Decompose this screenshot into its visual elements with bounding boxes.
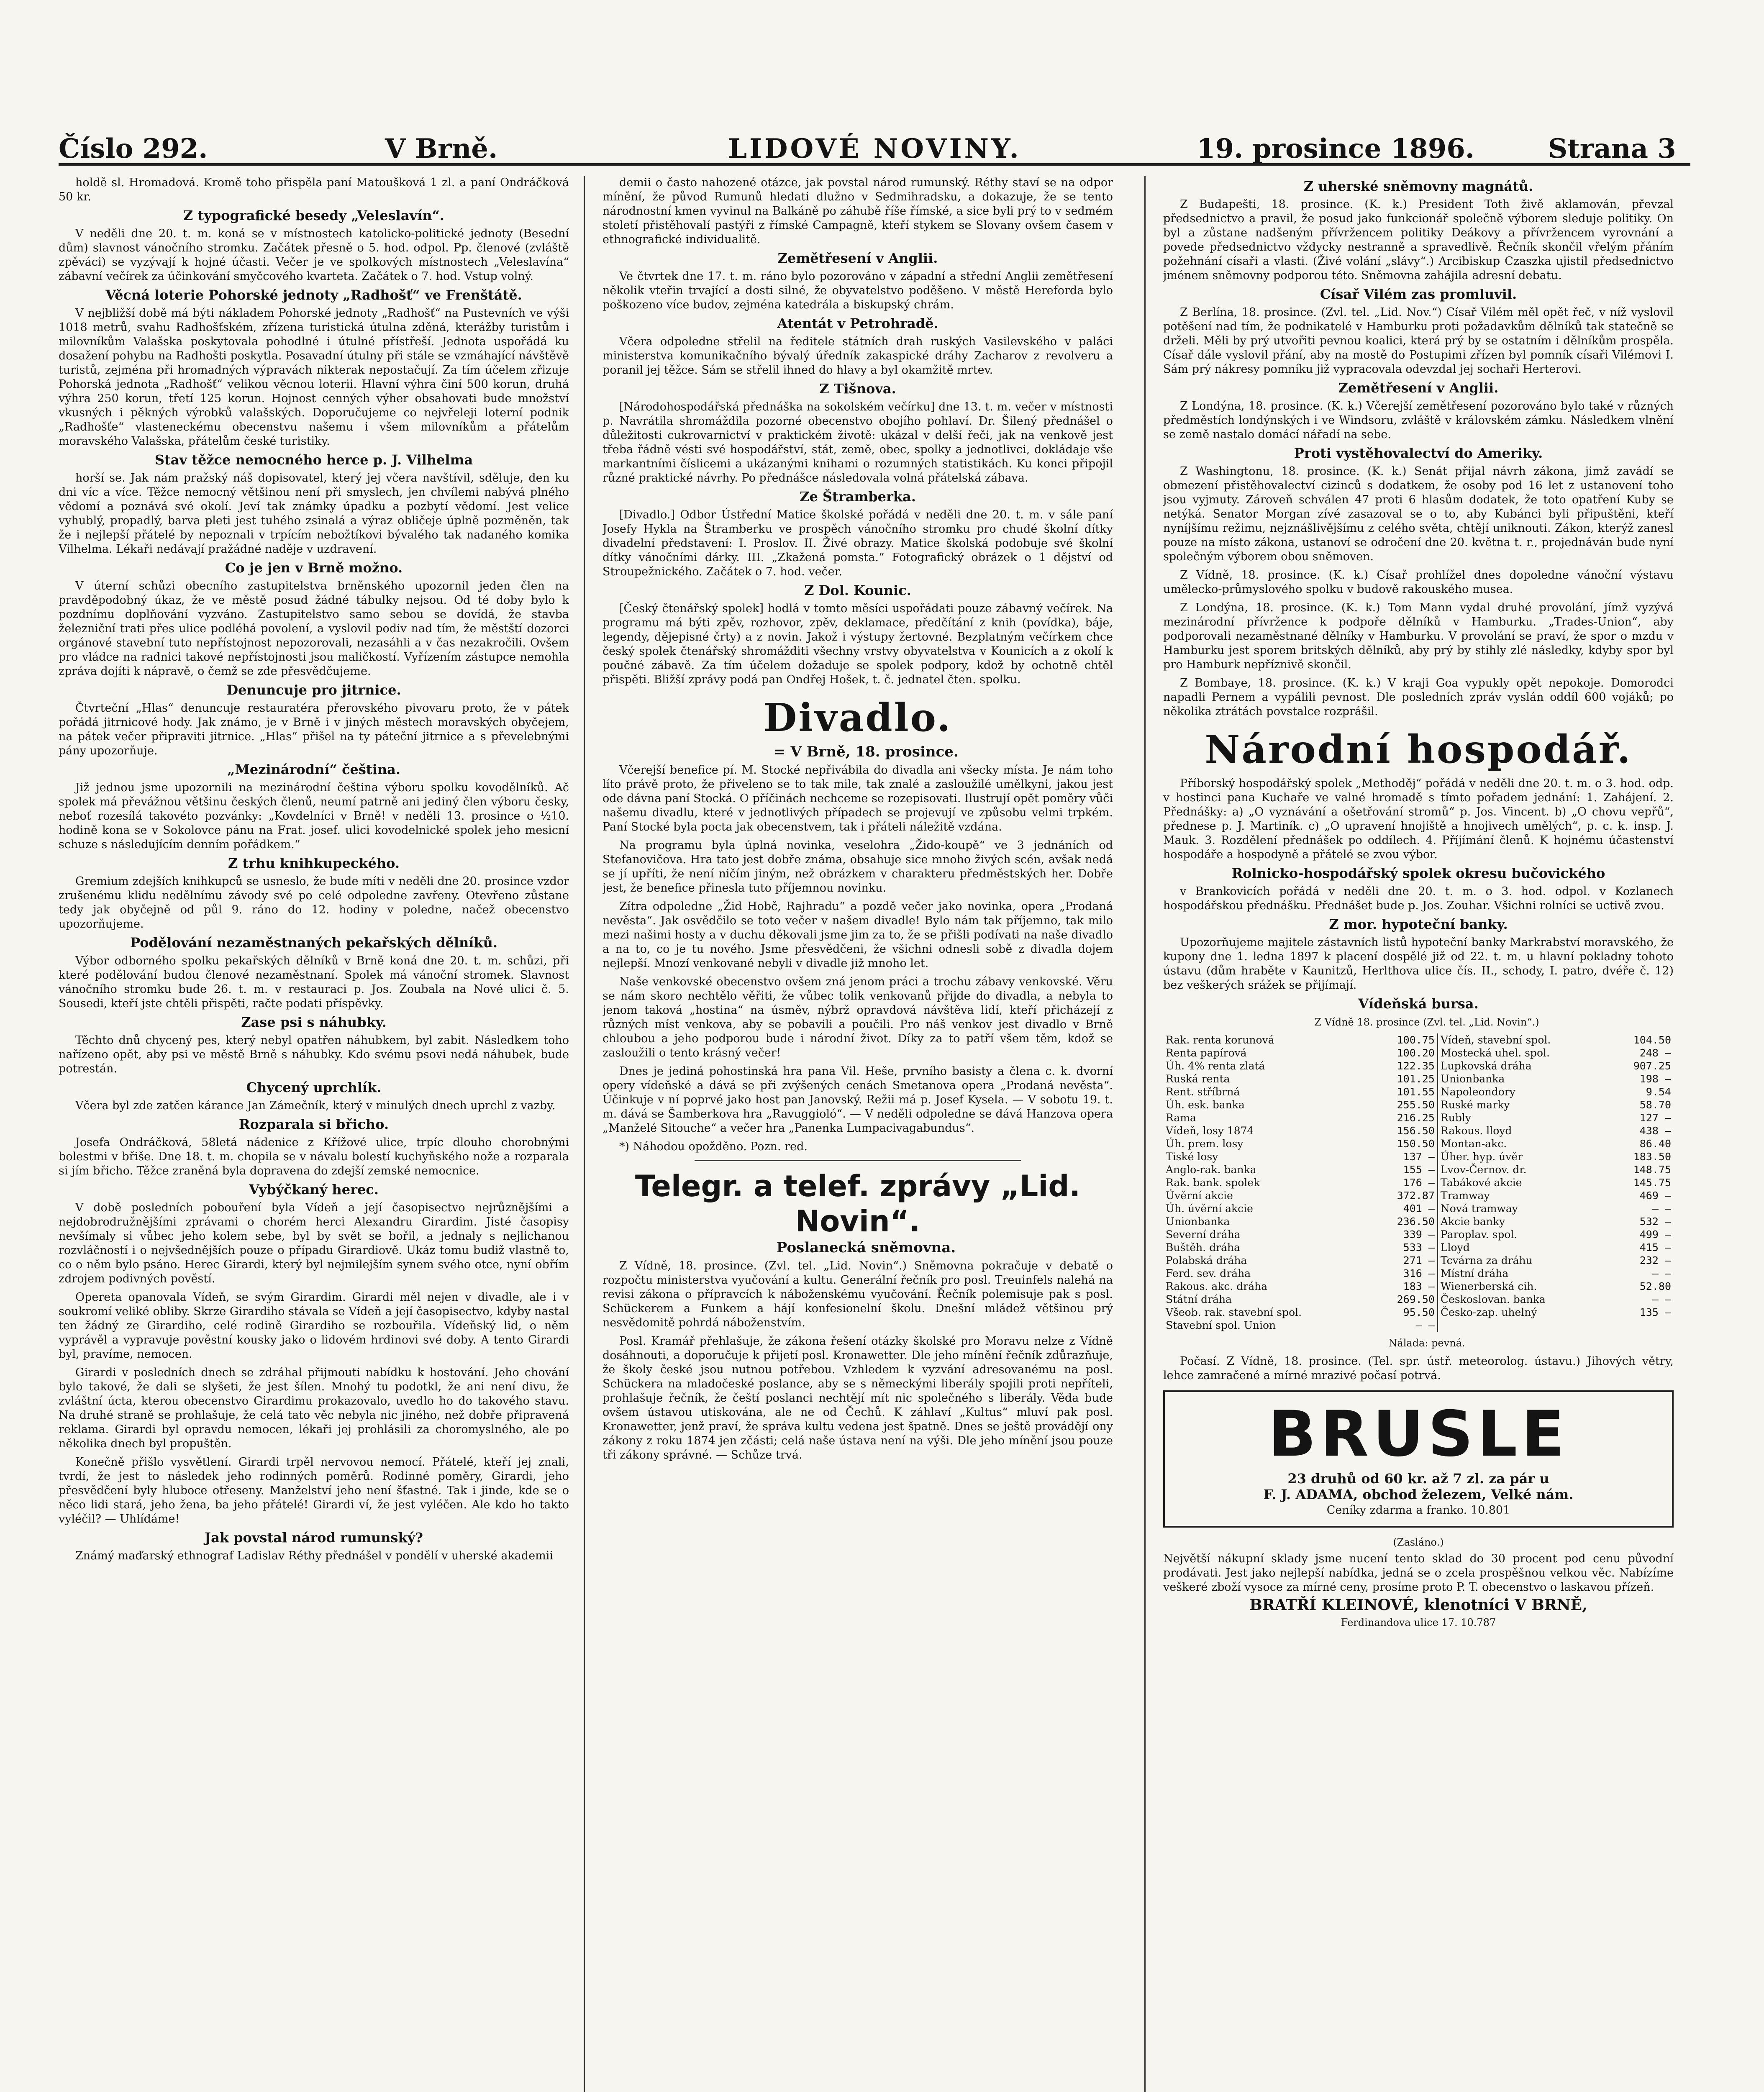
security-name: Rakous. akc. dráha — [1166, 1280, 1268, 1292]
security-name: Wienerberská cih. — [1440, 1280, 1537, 1292]
bursa-row — [1163, 1254, 1674, 1267]
security-price: 9.54 — [1646, 1086, 1671, 1098]
bursa-row — [1163, 1033, 1674, 1046]
security-price: 372.87 — [1373, 1189, 1438, 1202]
bursa-row — [1163, 1267, 1674, 1280]
newspaper-title: LIDOVÉ NOVINY. — [728, 133, 1021, 164]
article-text: Z Budapešti, 18. prosince. (K. k.) President Toth živě aklamován, převzal předsednictvo a pravil, že posud jako funkcionář společně výborem sleduje politiky. On byl a zůstane nadšeným přívržencem politiky Deákovy a přívržencem vyrovnání a povede předsednictvo vždycky nestranně a spravedlivě. Řečník skončil vřelým přáním požehnání císaři a vlasti. (Živé volání „slávy“.) Arcibiskup Czaszka ujistil předsednictvo jménem sněmovny podporou této. Sněmovna zahájila adresní debatu. — [1163, 198, 1674, 282]
security-price — [1610, 1319, 1674, 1332]
security-price: 104.50 — [1633, 1034, 1671, 1046]
article-text: Konečně přišlo vysvětlení. Girardi trpěl nervovou nemocí. Přátelé, kteří jej znali, tvrdí, že jest to následek jeho rodinných poměrů. Rodinné poměry, Girardi, jeho přesvědčení byly hluboce otřeseny. Manželství jeho není šťastné. Tak i jinde, kde se o něco lidi stará, jeho žena, ba jeho přátelé! Girardi ví, že jest vyléčen. Ale kdo ho takto vyléčil? — Uhlídáme! — [59, 1456, 569, 1525]
security-name: Českoslovan. banka — [1440, 1293, 1546, 1305]
article-heading: Z mor. hypoteční banky. — [1329, 916, 1508, 932]
article-text: Naše venkovské obecenstvo ovšem zná jenom práci a trochu zábavy venkovské. Věru se nám skoro nechtělo věřiti, že vůbec tolik venkovanů přijde do divadla, a nebyla to jenom taková „hostina“ na úsměv, nýbrž opravdová návštěva lidí, kteří přicházejí z různých míst venkova, aby se pobavili a poučili. Pro náš venkov jest divadlo v Brně chloubou a jeho podporou bude i národní život. Díky za to patří všem těm, kdož se zasloužili o tento krásný večer! — [603, 975, 1113, 1059]
security-price: 135 — — [1639, 1306, 1671, 1318]
ad-address: Ferdinandova ulice 17. 10.787 — [1341, 1617, 1496, 1628]
article-heading: Císař Vilém zas promluvil. — [1320, 286, 1517, 302]
ad-label: (Zasláno.) — [1393, 1536, 1444, 1548]
security-price: 127 — — [1639, 1112, 1671, 1124]
security-price: 248 — — [1639, 1047, 1671, 1059]
article-text: Z Bombaye, 18. prosince. (K. k.) V kraji Goa vypukly opět nepokoje. Domorodci napadli Pernem a vypálili pevnost. Dle posledních zpráv vyslán oddíl 600 vojáků; po několika ztrátách povstalce rozprášil. — [1163, 677, 1674, 718]
article-text: Již jednou jsme upozornili na mezinárodní čeština výboru spolku kovodělníků. Ač spolek má převážnou většinu českých členů, neumí patrně ani jediný člen výboru česky, neboť rozesílá takovéto pozvánky: „Kovdelníci v Brně! v neděli 13. prosince o ½10. hodině kona se v Sokolovce pánu na Frat. josef. ulici kovodelnické spolek jeho mesicní schuze s následujícím denním pořádkem.“ — [59, 781, 569, 851]
ad-catalog-note: Ceníky zdarma a franko. — [1326, 1504, 1467, 1517]
security-name: Polabská dráha — [1166, 1254, 1247, 1266]
security-name: Napoleondory — [1440, 1086, 1515, 1098]
stock-exchange-table — [1163, 1033, 1674, 1332]
security-name: Unionbanka — [1166, 1215, 1230, 1228]
article-heading: Z typografické besedy „Veleslavín“. — [183, 208, 445, 223]
bursa-mood: Nálada: pevná. — [1388, 1337, 1465, 1349]
article-text: demii o často nahozené otázce, jak povstal národ rumunský. Réthy staví se na odpor mínění, že původ Rumunů hledati dlužno v Sedmihradsku, a dokazuje, že se tento národnostní kmen vyvinul na Balkáně po záhubě říše římské, a sice byli prý to v sedmém století přistěhovalí pastýři z římské Campagně, kteří stykem se Slovany ovšem časem v ethnografické individualitě. — [603, 176, 1113, 246]
bursa-row — [1163, 1163, 1674, 1176]
security-name: Vídeň, losy 1874 — [1166, 1125, 1254, 1137]
article-text: Příborský hospodářský spolek „Methoděj“ pořádá v neděli dne 20. t. m. o 3. hod. odp. v hostinci pana Kuchaře ve valné hromadě s tímto pořadem jednání: 1. Zahájení. 2. Přednášky: a) „O vyznávání a ošetřování stromů“ p. Jos. Vincent. b) „O chovu vepřů“, přednese p. J. Martiník. c) „O upravení hnojiště a hnojivech umělých“, p. c. k. insp. J. Mauk. 3. Rozdělení přednášek po oddílech. 4. Příjímání členů. K hojnému účastenství hospodáře a hospodyně a přátelé se zvou výbor. — [1163, 777, 1674, 861]
security-price: 155 — — [1373, 1163, 1438, 1176]
article-text: Josefa Ondráčková, 58letá nádenice z Křížové ulice, trpíc dlouho chorobnými bolestmi v břiše. Dne 18. t. m. chopila se v návalu bolestí kuchyňského nože a rozparala si jím břicho. Těžce zraněná byla dopravena do zdejší zemské nemocnice. — [59, 1136, 569, 1177]
article-text: Opereta opanovala Vídeň, se svým Girardim. Girardi měl nejen v divadle, ale i v soukromí veliké obliby. Skrze Girardiho stávala se Vídeň a její časopisectvo, kdyby nastal ten žádný ze Girardiho, celé rodině Girardiho se rozbouřila. Vídeňský lid, o něm vyprávěl a vypravuje pověstní kousky jako o lidovém hrdinovi své doby. A tento Girardi byl, pravíme, nemocen. — [59, 1291, 569, 1361]
security-price: 86.40 — [1639, 1138, 1671, 1150]
article-text: Z Londýna, 18. prosince. (K. k.) Včerejší zemětřesení pozorováno bylo také v různých předměstích londýnských i ve Windsoru, zvláště v královském zámku. Následkem vlnění se země nastalo domácí nářadí na sebe. — [1163, 400, 1674, 441]
security-price: 95.50 — [1373, 1306, 1438, 1319]
article-text: Z Berlína, 18. prosince. (Zvl. tel. „Lid. Nov.“) Císař Vilém měl opět řeč, v níž vyslovil potěšení nad tím, že podnikatelé v Hamburku proti požadavkům dělníků tak statečně se drželi. Měli by prý utvořiti pevnou koalici, která prý by se ostatním i dělníkům prospěla. Císař dále vyslovil přání, aby na mostě do Postupimi zřízen byl pomník císaři Vilémovi I. Sám prý nákresy pomníku již vypracovala odevzdal jej sochaři Herterovi. — [1163, 306, 1674, 376]
ad-line: F. J. ADAMA, obchod železem, Velké nám. — [1263, 1487, 1574, 1502]
column-3 — [1163, 176, 1674, 2092]
ad-title: BRUSLE — [1268, 1398, 1569, 1471]
security-name: Rakous. lloyd — [1440, 1125, 1512, 1137]
security-name: Ruské marky — [1440, 1099, 1510, 1111]
bursa-row — [1163, 1176, 1674, 1189]
security-price: 499 — — [1639, 1228, 1671, 1241]
article-heading: Proti vystěhovalectví do Ameriky. — [1294, 445, 1543, 461]
article-heading: Stav těžce nemocného herce p. J. Vilhelma — [154, 452, 473, 468]
column-rule-2 — [1144, 176, 1146, 2092]
security-name: Úvěrní akcie — [1166, 1190, 1233, 1202]
bursa-row — [1163, 1072, 1674, 1085]
security-price: 137 — — [1373, 1150, 1438, 1163]
security-name: Lloyd — [1440, 1241, 1470, 1254]
security-price: 183 — — [1373, 1280, 1438, 1293]
telegraph-subtitle: Poslanecká sněmovna. — [776, 1239, 956, 1256]
article-text: [Divadlo.] Odbor Ústřední Matice školské pořádá v neděli dne 20. t. m. v sále paní Josefy Hykla na Štramberku ve prospěch vánočního stromku pro chudé školní dítky divadelní představení: I. Proslov. II. Živé obrazy. Matice školská podobuje své školní dítky vánočními dárky. III. „Zkažená pomsta.“ Fotografický obrázek o 1 dějství od Stroupežnického. Začátek o 7. hod. večer. — [603, 508, 1113, 578]
security-price: 145.75 — [1633, 1177, 1671, 1189]
article-text: v Brankovicích pořádá v neděli dne 20. t. m. o 3. hod. odpol. v Kozlanech hospodářskou přednášku. Přednášet bude p. Jos. Zouhar. Všichni rolníci se uctivě zvou. — [1163, 885, 1674, 912]
security-price: 198 — — [1639, 1073, 1671, 1085]
security-name — [1438, 1319, 1610, 1332]
security-price: 316 — — [1373, 1267, 1438, 1280]
ad-line: 23 druhů od 60 kr. až 7 zl. za pár u — [1287, 1471, 1549, 1487]
article-text: Na programu byla úplná novinka, veselohra „Žido-koupě“ ve 3 jednáních od Stefanovičova. Hra tato jest dobře známa, obsahuje sice mnoho živých scén, avšak nedá se jí upříti, že není ničím jiným, než obrázkem v charakteru předměstských her. Dobře jest, že benefice přinesla tuto příjemnou novinku. — [603, 839, 1113, 895]
bursa-title: Vídeňská bursa. — [1358, 996, 1479, 1012]
article-heading: Jak povstal národ rumunský? — [204, 1530, 423, 1546]
security-name: Rak. renta korunová — [1166, 1034, 1274, 1046]
article-text: Dnes je jediná pohostinská hra pana Vil. Heše, prvního basisty a člena c. k. dvorní opery vídeňské a dává se při zvýšených cenách Smetanova opera „Prodaná nevěsta“. Účinkuje v ní poprvé jako host pan Janovský. Režii má p. Josef Kysela. — V sobotu 19. t. m. dává se Šamberkova hra „Ravuggioló“. — V neděli odpoledne se dává Hanzova opera „Manželé Sitouche“ a večer hra „Panenka Lumpacivagabundus“. — [603, 1065, 1113, 1135]
bursa-row — [1163, 1098, 1674, 1111]
security-name: Úher. hyp. úvěr — [1440, 1151, 1523, 1163]
security-price: 271 — — [1373, 1254, 1438, 1267]
article-text: Včerejší benefice pí. M. Stocké nepřivábila do divadla ani všecky místa. Je nám toho líto právě proto, že přiveleno se to tak mile, tak znalé a zasloužilé umělkyni, jakou jest ode dávna paní Stocká. O příčinách nechceme se rozepisovati. Ilustrují opět poměry vůči našemu divadlu, které v jednotlivých případech se projevují ve způsobu velmi trpkém. Paní Stocké byla pocta jak obecenstvem, tak i přáteli náležitě vzdána. — [603, 764, 1113, 833]
security-name: Paroplav. spol. — [1440, 1228, 1518, 1241]
security-price: 52.80 — [1639, 1280, 1671, 1292]
security-price: — — — [1652, 1293, 1671, 1305]
security-price: 148.75 — [1633, 1164, 1671, 1176]
security-name: Rubly — [1440, 1112, 1471, 1124]
article-text: Gremium zdejších knihkupců se usneslo, že bude míti v neděli dne 20. prosince vzdor zrušenému klidu nedělnímu závody své po celé odpoledne zavřeny. Otevřeno zůstane tedy jak obyčejně od půl 9. ráno do 12. hodiny v poledne, načež obecenstvo upozorňujeme. — [59, 875, 569, 931]
bursa-row — [1163, 1189, 1674, 1202]
article-text: Z Washingtonu, 18. prosince. (K. k.) Senát přijal návrh zákona, jimž zavádí se obmezení přistěhovalectví cizinců s dodatkem, že osoby pod 16 let z ustanovení toho jsou vyjmuty. Zároveň schválen 47 proti 6 hlasům dodatek, že toto opatření Kuby se netýká. Senator Morgan zívé zasazoval se o to, aby Kubánci byli připuštěni, kteří nyníjšímu režimu, nejznášlivějšímu z celého světa, chtějí uniknouti. Zákon, kterýž zanesl pouze na místo zákona, ustanoví se odročení dne 20. května t. r., projednáván bude nyní společným výborem obou sněmoven. — [1163, 465, 1674, 563]
security-name: Místní dráha — [1440, 1267, 1509, 1279]
telegraph-section-title: Telegr. a telef. zprávy „Lid. Novin“. — [635, 1169, 1081, 1238]
article-heading: Zemětřesení v Anglii. — [777, 250, 938, 266]
security-price: 122.35 — [1373, 1059, 1438, 1072]
article-text: Známý maďarský ethnograf Ladislav Réthy přednášel v pondělí v uherské akademii — [75, 1549, 554, 1562]
bursa-row — [1163, 1215, 1674, 1228]
security-price: 532 — — [1639, 1215, 1671, 1228]
article-text: V nejbližší době má býti nákladem Pohorské jednoty „Radhošť“ na Pustevních ve výši 1018 metrů, svahu Radhošťském, zřízena turistická útulna zděná, kterážby turistům i milovníkům Valašska poskytovala pohodlné i útulné přístřeší. Jednota uspořádá ku dosažení pohybu na Radhošti poskytla. Posavadní útulny při stále se vzmáhající návštěvě turistů, zejména při hromadných výpravách nikterak nepostačují. Za tím účelem zřizuje Pohorská jednota „Radhošť“ velikou věcnou loterii. Hlavní výhra činí 500 korun, druhá výhra 250 korun, třetí 125 korun. Hojnost cenných výher obsahovati bude množství vkusných i pěkných výrobků valašských. Doporučujeme co nejvřeleji loterní podnik „Radhošťe“ vlasteneckému obecenstvu našemu i všem milovníkům a přátelům moravského Valašska, přátelům české turistiky. — [59, 307, 569, 448]
security-price: 415 — — [1639, 1241, 1671, 1254]
security-name: Montan-akc. — [1440, 1138, 1507, 1150]
article-heading: Chycený uprchlík. — [246, 1079, 382, 1095]
bursa-row — [1163, 1306, 1674, 1319]
column-2 — [603, 176, 1113, 2092]
security-name: Lvov-Černov. dr. — [1440, 1164, 1527, 1176]
article-heading: Rolnicko-hospodářský spolek okresu bučovického — [1231, 865, 1605, 881]
section-divider — [695, 1160, 1021, 1161]
bursa-row — [1163, 1111, 1674, 1124]
article-heading: Zemětřesení v Anglii. — [1338, 380, 1499, 396]
article-heading: Rozparala si břicho. — [238, 1116, 389, 1132]
issue-number: Číslo 292. — [59, 133, 208, 164]
security-price: — — — [1652, 1202, 1671, 1215]
theatre-section-title: Divadlo. — [763, 695, 952, 740]
security-price: 100.75 — [1373, 1033, 1438, 1046]
security-price: 176 — — [1373, 1176, 1438, 1189]
security-price: 907.25 — [1633, 1060, 1671, 1072]
security-price: 269.50 — [1373, 1293, 1438, 1306]
security-price: 150.50 — [1373, 1137, 1438, 1150]
theatre-dateline: = V Brně, 18. prosince. — [774, 743, 959, 760]
article-heading: „Mezinárodní“ čeština. — [227, 761, 400, 777]
article-text: Z Vídně, 18. prosince. (K. k.) Císař prohlížel dnes dopoledne vánoční výstavu umělecko-průmyslového spolku v budově rakouského musea. — [1163, 569, 1674, 596]
ad-line — [1169, 1503, 1668, 1518]
bursa-row — [1163, 1137, 1674, 1150]
column-1 — [59, 176, 569, 2092]
article-text: [Český čtenářský spolek] hodlá v tomto měsíci uspořádati pouze zábavný večírek. Na programu má býti zpěv, rozhovor, zpěv, deklamace, předčítání z knih (povídka), báje, legendy, dějepisné črty) a z novin. Jakož i výstupy žertovné. Bezplatným večírkem chce český spolek čtenářský shromážditi všechny vrstvy obyvatelstva v Kounicích a z okolí k poučné zábavě. Za tím účelem dožaduje se spolek podpory, kdož by ochotně chtěl přispěti. Bližší zprávy podá pan Ondřej Hošek, t. č. jednatel čten. spolku. — [603, 602, 1113, 686]
security-price: 101.25 — [1373, 1072, 1438, 1085]
security-name: Nová tramway — [1440, 1202, 1518, 1215]
security-name: Všeob. rak. stavební spol. — [1166, 1306, 1302, 1318]
article-heading: Věcná loterie Pohorské jednoty „Radhošť“ ve Frenštátě. — [105, 287, 522, 303]
security-price: 58.70 — [1639, 1099, 1671, 1111]
footnote: *) Náhodou opožděno. Pozn. red. — [619, 1140, 808, 1153]
security-name: Úh. úvěrní akcie — [1166, 1202, 1253, 1215]
ad-text: Největší nákupní sklady jsme nucení tento sklad do 30 procent pod cenu původní prodávati. Jest jako nejlepší nabídka, jedná se o zcela prospěšnou velkou věc. Nabízíme veškeré zboží vysoce za mírné ceny, prosíme proto P. T. obecenstvo o laskavou přízeň. — [1163, 1552, 1674, 1594]
page-number: Strana 3 — [1548, 133, 1676, 164]
bursa-row — [1163, 1124, 1674, 1137]
article-text: V době posledních pobouření byla Vídeň a její časopisectvo nejrůznějšími a nejdobrodružnějšími zprávami o chorém herci Alexandru Girardim. Jisté časopisy nevšímaly si vůbec jeho kolem sebe, byl by svět se bořil, a jednaly s nejlichanou rozvláčností i o nejvšednějších pouze o případu Girardiově. Ukáz tomu budiž vlastně to, co o něm bylo psáno. Herec Girardi, který byl nejmilejším synem svého otce, nyní obřím zdrojem podivných pověstí. — [59, 1201, 569, 1285]
security-name: Stavební spol. Union — [1166, 1319, 1276, 1331]
security-price: 533 — — [1373, 1241, 1438, 1254]
security-name: Anglo-rak. banka — [1166, 1164, 1256, 1176]
article-text: Upozorňujeme majitele zástavních listů hypoteční banky Markrabství moravského, že kupony dne 1. ledna 1897 k placení dospělé již od 22. t. m. u hlavní pokladny tohoto ústavu (dům hraběte v Kaunitzů, Herlthova ulice čís. II., schody, I. patro, dvéře č. 12) bez veškerých srážek se přijímají. — [1163, 936, 1674, 992]
article-text: Včera odpoledne střelil na ředitele státních drah ruských Vasilevského v paláci ministerstva komunikačního bývalý úředník zakaspické dráhy Zacharov z revolveru a poranil jej těžce. Sám se střelil ihned do hlavy a byl okamžitě mrtev. — [603, 335, 1113, 377]
bursa-row — [1163, 1280, 1674, 1293]
security-name: Rent. stříbrná — [1166, 1086, 1240, 1098]
security-price: 339 — — [1373, 1228, 1438, 1241]
security-price: — — — [1373, 1319, 1438, 1332]
security-name: Tramway — [1440, 1190, 1490, 1202]
security-name: Státní dráha — [1166, 1293, 1232, 1305]
security-name: Úh. 4% renta zlatá — [1166, 1060, 1265, 1072]
issue-date: 19. prosince 1896. — [1197, 133, 1475, 164]
article-text: holdě sl. Hromadová. Kromě toho přispěla paní Matoušková 1 zl. a paní Ondráčková 50 kr. — [59, 176, 569, 203]
article-heading: Z Tišnova. — [819, 381, 896, 397]
bursa-row — [1163, 1085, 1674, 1098]
bursa-subtitle: Z Vídně 18. prosince (Zvl. tel. „Lid. Novin“.) — [1314, 1016, 1539, 1028]
column-rule-1 — [584, 176, 585, 2092]
article-text: Čtvrteční „Hlas“ denuncuje restauratéra přerovského pivovaru proto, že v pátek pořádá jitrnicové hody. Jak známo, je v Brně i v jiných městech moravských obyčejem, na pátek večer připraviti jitrnice. „Hlas“ přišel na ty páteční jitrnice a s převelebnými pány upozorňuje. — [59, 702, 569, 757]
security-price: — — — [1652, 1267, 1671, 1279]
article-text: V úterní schůzi obecního zastupitelstva brněnského upozornil jeden člen na pravděpodobný úkaz, že ve městě posud žádné tábulky nejsou. Od té doby bylo k pozdnímu doplňování vyzváno. Zastupitelstvo samo sebou se dovídá, že stavba železniční trati přes ulice podléhá povolení, a vyslovil podiv nad tím, že městští dozorci orgánové stavební tuto nepřístojnost nepozorovali, nezasáhli a v čas nezakročili. Ovšem pro vládce na radnici takové nepřístojnosti jsou maličkostí. Vyřízením zástupce nemohla zpráva dojíti k nápravě, o čemž se zde přesvědčujeme. — [59, 579, 569, 678]
article-text: Zítra odpoledne „Žid Hobč, Rajhradu“ a pozdě večer jako novinka, opera „Prodaná nevěsta“. Jak osvědčilo se toto večer v našem divadle! Bylo nám tak příjemno, tak milo mezi našimi hosty a v duchu děkovali jsme jim za to, že se přišli podívati na naše divadlo a na to, co je tu nového. Jsme přesvědčeni, že všichni odnesli sobě z divadla dojem nejlepší. Mnozí venkované nebyli v divadle již mnoho let. — [603, 900, 1113, 970]
article-text: V neděli dne 20. t. m. koná se v místnostech katolicko-politické jednoty (Besední dům) slavnost vánočního stromku. Začátek přesně o 5. hod. odpol. Pp. členové (zvláště zpěváci) se vyzývají k hojné účasti. Večer je ve spolkových místnostech „Veleslavína“ zábavní večírek za účinkování smyčcového kvarteta. Začátek o 7. hod. Vstup volný. — [59, 227, 569, 283]
security-name: Ruská renta — [1166, 1073, 1230, 1085]
security-price: 438 — — [1639, 1125, 1671, 1137]
article-heading: Vybýčkaný herec. — [249, 1182, 379, 1197]
ad-firm: BRATŘÍ KLEINOVÉ, klenotníci V BRNĚ, — [1249, 1596, 1587, 1614]
bursa-row — [1163, 1228, 1674, 1241]
article-heading: Z trhu knihkupeckého. — [228, 855, 400, 871]
article-text: Posl. Kramář přehlašuje, že zákona řešení otázky školské pro Moravu nelze z Vídně dosáhnouti, a doporučuje k přijetí posl. Kronawetter. Dle jeho mínění řečník zdůrazňuje, že školy české jsou nutnou potřebou. Vzhledem k vyzvání adresovanému na posl. Schückera na mladočeské poslance, aby se s německými liberály spojili proti nepříteli, prohlašuje řečník, že čeští poslanci nechtějí mít nic společného s liberály. Věda bude ovšem ústavou utiskována, ale ne od Čechů. K záhlaví „Kultus“ mluví pak posl. Kronawetter, jenž praví, že správa kultu vedena jest špatně. Dnes se ještě provádějí ony zákony z roku 1874 jen zčásti; celá naše ústava není na výši. Dle jeho mínění jsou pouze tři zákony správné. — Schůze trvá. — [603, 1335, 1113, 1461]
economy-section-title: Národní hospodář. — [1205, 727, 1632, 772]
article-text: Těchto dnů chycený pes, který nebyl opatřen náhubkem, byl zabit. Následkem toho nařízeno opět, aby psi ve městě Brně s náhubky. Kdo svému psovi nedá náhubek, bude potrestán. — [59, 1034, 569, 1075]
article-heading: Ze Štramberka. — [800, 489, 916, 505]
masthead — [59, 126, 1690, 166]
security-name: Renta papírová — [1166, 1047, 1247, 1059]
security-price: 101.55 — [1373, 1085, 1438, 1098]
article-heading: Z uherské sněmovny magnátů. — [1303, 178, 1533, 194]
article-heading: Atentát v Petrohradě. — [777, 315, 938, 331]
article-text: [Národohospodářská přednáška na sokolském večírku] dne 13. t. m. večer v místnosti p. Navrátila shromáždila pozorné obecenstvo obojího pohlaví. Dr. Šilený přednášel o důležitosti cukrovarnictví v praktickém životě: ukázal v delší řeči, jak na venkově jest třeba řádně vésti své hospodářství, stát, země, obec, spolky a jednotlivci, dokládaje vše markantními číslicemi a ukázanými knihami o rozumných statistikách. Ku konci připojil různé praktické návrhy. Po přednášce následovala volná přátelská zábava. — [603, 400, 1113, 485]
security-price: 183.50 — [1633, 1151, 1671, 1163]
security-name: Tcvárna za dráhu — [1440, 1254, 1533, 1266]
security-name: Akcie banky — [1440, 1215, 1505, 1228]
article-text: Girardi v posledních dnech se zdráhal přijmouti nabídku k hostování. Jeho chování bylo takové, že dali se slyšeti, že jest šílen. Mnohý tu podotkl, že ani není divu, že zvláštní úcta, kterou obecenstvo Girardimu prokazovalo, uvedlo ho do takového stavu. Na druhé straně se prohlašuje, že celá tato věc nebyla nic jiného, než dobře připravená reklama. Girardi byl opravdu nemocen, lékaři jej prohlásili za choromyslného, ale po několika dnech byl propuštěn. — [59, 1366, 569, 1450]
bursa-row — [1163, 1319, 1674, 1332]
ad-number: 10.787 — [1461, 1617, 1496, 1628]
bursa-row — [1163, 1150, 1674, 1163]
security-price: 216.25 — [1373, 1111, 1438, 1124]
security-name: Rama — [1166, 1112, 1196, 1124]
security-price: 236.50 — [1373, 1215, 1438, 1228]
article-text: Ve čtvrtek dne 17. t. m. ráno bylo pozorováno v západní a střední Anglii zemětřesení několik vteřin trvající a dosti silné, že obyvatelstvo poděšeno. V městě Hereforda bylo poškozeno více budov, zejména katedrála a biskupský chrám. — [603, 270, 1113, 311]
security-price: 100.20 — [1373, 1046, 1438, 1059]
bursa-row — [1163, 1241, 1674, 1254]
article-heading: Co je jen v Brně možno. — [225, 560, 403, 576]
security-price: 255.50 — [1373, 1098, 1438, 1111]
article-text: Včera byl zde zatčen kárance Jan Zámečník, který v minulých dnech uprchl z vazby. — [75, 1099, 556, 1112]
security-price: 469 — — [1639, 1190, 1671, 1202]
security-name: Buštěh. dráha — [1166, 1241, 1241, 1254]
bursa-row — [1163, 1202, 1674, 1215]
security-name: Ferd. sev. dráha — [1166, 1267, 1251, 1279]
article-text: Z Londýna, 18. prosince. (K. k.) Tom Mann vydal druhé provolání, jímž vyzývá mezinárodní přívržence k podpoře dělníků v Hamburku. „Trades-Union“, aby podporovali nezaměstnané dělníky v Hamburku. V provolání se praví, že spor o mzdu v Hamburku jest sporem britských dělníků, aby prý by stihly zlé následky, kdyby spor byl pro Hamburk nepříznivě skončil. — [1163, 601, 1674, 671]
article-heading: Denuncuje pro jitrnice. — [226, 682, 401, 698]
security-name: Rak. bank. spolek — [1166, 1177, 1260, 1189]
security-name: Česko-zap. uhelný — [1440, 1306, 1537, 1318]
security-price: 232 — — [1639, 1254, 1671, 1266]
article-heading: Zase psi s náhubky. — [241, 1014, 387, 1030]
jeweller-advertisement — [1163, 1535, 1674, 1630]
bursa-row — [1163, 1059, 1674, 1072]
security-name: Úh. prem. losy — [1166, 1138, 1244, 1150]
article-text: Výbor odborného spolku pekařských dělníků v Brně koná dne 20. t. m. schůzi, při které podělování budou členové nezaměstnaní. Spolek má vánoční stromek. Slavnost vánočního stromku bude 26. t. m. v restauraci p. Jos. Zoubala na Nové ulici č. 5. Sousedi, kteří jste chtěli přispěti, račte podati příspěvky. — [59, 954, 569, 1010]
security-name: Mostecká uhel. spol. — [1440, 1047, 1550, 1059]
security-name: Severní dráha — [1166, 1228, 1241, 1241]
security-name: Vídeň, stavební spol. — [1440, 1034, 1551, 1046]
article-heading: Podělování nezaměstnaných pekařských dělníků. — [130, 935, 498, 951]
article-text: horší se. Jak nám pražský náš dopisovatel, který jej včera navštívil, sděluje, den ku dni víc a více. Těžce nemocný většinou není při smyslech, jen chvílemi nabývá plného vědomí a poznává své okolí. Jeví tak známky úpadku a pozbytí vědomí. Jest velice vyhublý, propadlý, barva pleti jest tuhého zsinalá a výraz obličeje úplně pozměněn, tak že i nejlepší přátelé by nepoznali v trpícím nebožtíkovi bývalého tak nadaného komika Vilhelma. Lékaři nedávají pražádné naděje v uzdravení. — [59, 472, 569, 556]
article-heading: Z Dol. Kounic. — [804, 582, 911, 598]
security-price: 401 — — [1373, 1202, 1438, 1215]
security-name: Lupkovská dráha — [1440, 1060, 1532, 1072]
skates-advertisement — [1163, 1390, 1674, 1528]
city: V Brně. — [385, 133, 498, 164]
security-name: Tabákové akcie — [1440, 1177, 1522, 1189]
security-name: Tiské losy — [1166, 1151, 1218, 1163]
bursa-row — [1163, 1046, 1674, 1059]
article-text: Z Vídně, 18. prosince. (Zvl. tel. „Lid. Novin“.) Sněmovna pokračuje v debatě o rozpočtu ministerstva vyučování a kultu. Generální řečník pro posl. Treuinfels nalehá na revisi zákona o přípravcích k náboženskému vyučování. Řečník polemisuje pak s posl. Schückerem a Funkem a hájí konfesionelní školu. Dnešní mládež většinou prý nesvědomitě pohrdá náboženstvím. — [603, 1259, 1113, 1329]
ad-number: 10.801 — [1470, 1504, 1510, 1517]
security-name: Úh. esk. banka — [1166, 1099, 1245, 1111]
security-name: Unionbanka — [1440, 1073, 1505, 1085]
security-price: 156.50 — [1373, 1124, 1438, 1137]
bursa-row — [1163, 1293, 1674, 1306]
weather-report: Počasí. Z Vídně, 18. prosince. (Tel. spr. ústř. meteorolog. ústavu.) Jihových větry, lehce zamračené a mírné mrazivé počasí potrvá. — [1163, 1355, 1674, 1382]
